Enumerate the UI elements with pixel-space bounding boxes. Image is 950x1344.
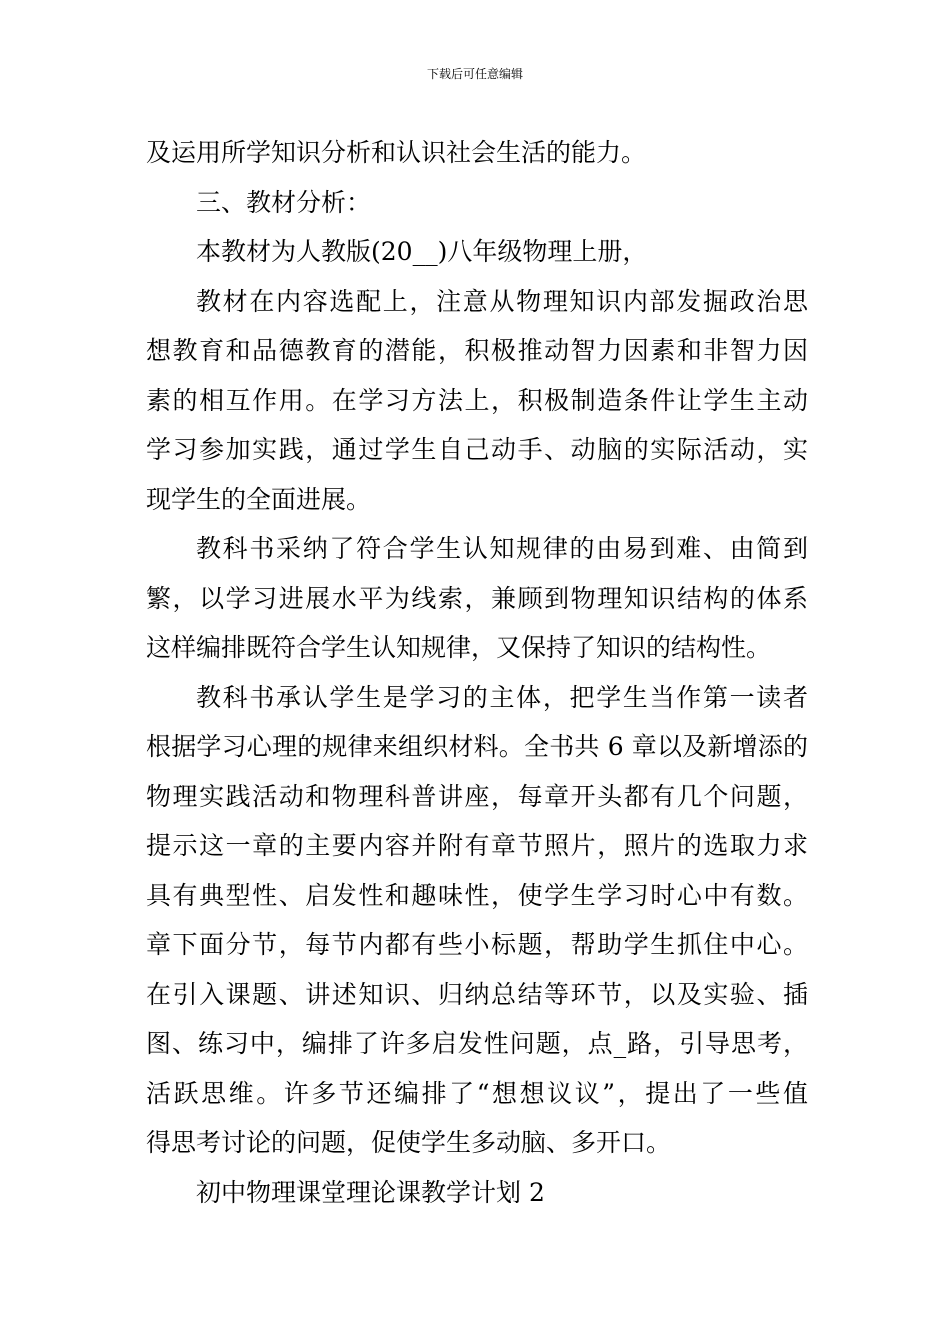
paragraph-line: 教材在内容选配上，注意从物理知识内部发掘政治思 — [196, 286, 808, 316]
paragraph-line: 这样编排既符合学生认知规律，又保持了知识的结构性。 — [146, 633, 772, 662]
paragraph-line: 根据学习心理的规律来组织材料。全书共 6 章以及新增添的 — [146, 732, 808, 761]
paragraph-line: 教科书采纳了符合学生认知规律的由易到难、由简到 — [196, 534, 808, 563]
paragraph-line: 在引入课题、讲述知识、归纳总结等环节，以及实验、插 — [146, 979, 808, 1009]
text-line: 本教材为人教版(20__)八年级物理上册， — [196, 237, 648, 266]
paragraph-line: 繁，以学习进展水平为线索，兼顾到物理知识结构的体系 — [146, 583, 808, 613]
paragraph-line: 现学生的全面进展。 — [146, 484, 372, 514]
paragraph-line: 提示这一章的主要内容并附有章节照片，照片的选取力求 — [146, 831, 808, 860]
section-title: 初中物理课堂理论课教学计划 2 — [196, 1177, 545, 1207]
paragraph-line: 学习参加实践，通过学生自己动手、动脑的实际活动，实 — [146, 435, 808, 464]
paragraph-line: 素的相互作用。在学习方法上，积极制造条件让学生主动 — [146, 385, 808, 415]
paragraph-line: 图、练习中，编排了许多启发性问题，点_路，引导思考， — [146, 1029, 808, 1058]
document-body — [146, 128, 808, 1217]
paragraph-line: 章下面分节，每节内都有些小标题，帮助学生抓住中心。 — [146, 930, 808, 959]
paragraph-line: 教科书承认学生是学习的主体，把学生当作第一读者 — [196, 682, 808, 712]
paragraph-line: 活跃思维。许多节还编排了“想想议议”，提出了一些值 — [146, 1078, 808, 1108]
paragraph-line: 得思考讨论的问题，促使学生多动脑、多开口。 — [146, 1128, 672, 1157]
section-heading: 三、教材分析： — [196, 187, 372, 217]
text-line: 及运用所学知识分析和认识社会生活的能力。 — [146, 138, 647, 167]
paragraph-line: 想教育和品德教育的潜能，积极推动智力因素和非智力因 — [146, 336, 808, 365]
page-header-note: 下载后可任意编辑 — [426, 67, 523, 81]
paragraph-line: 物理实践活动和物理科普讲座，每章开头都有几个问题， — [146, 781, 808, 811]
paragraph-line: 具有典型性、启发性和趣味性，使学生学习时心中有数。 — [146, 880, 808, 910]
